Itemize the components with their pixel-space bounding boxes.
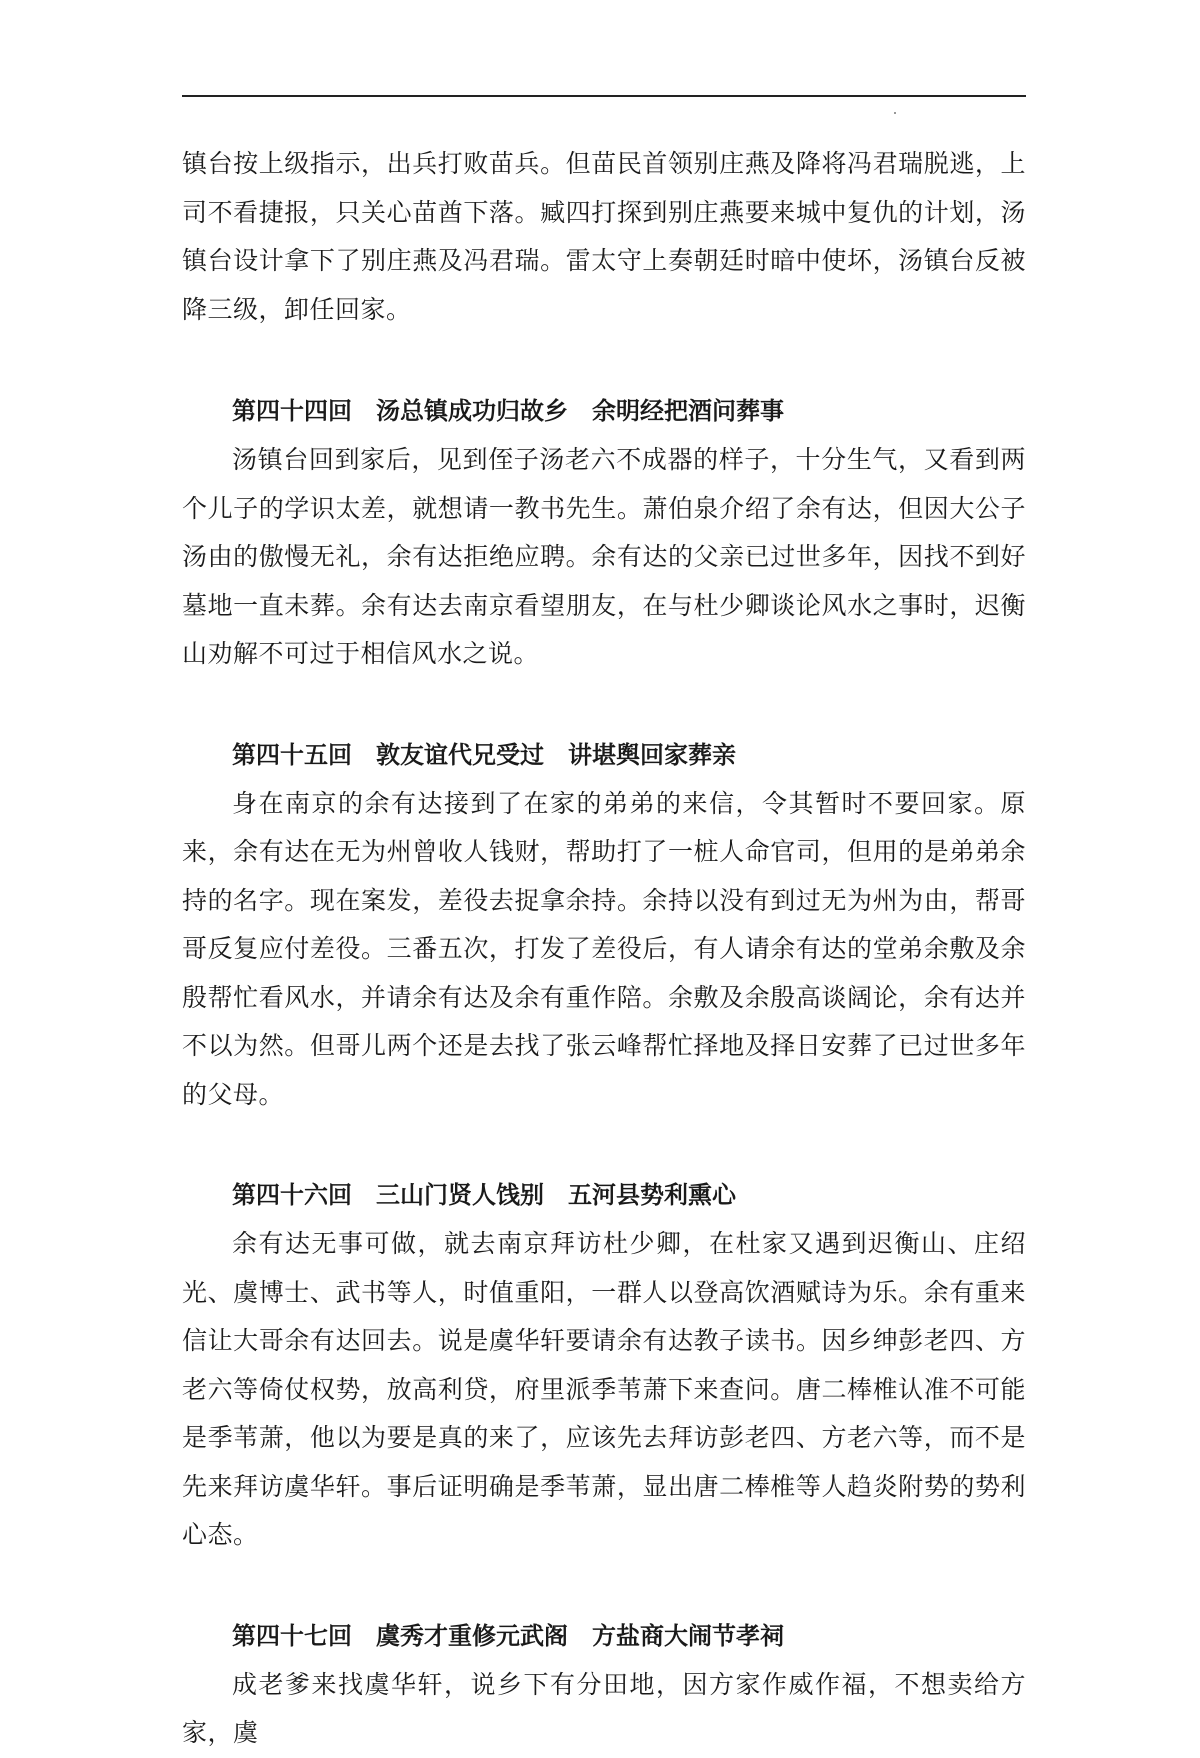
page-content (182, 140, 1026, 1758)
chapter-summary: 汤镇台回到家后，见到侄子汤老六不成器的样子，十分生气，又看到两个儿子的学识太差，就想请一教书先生。萧伯泉介绍了余有达，但因大公子汤由的傲慢无礼，余有达拒绝应聘。余有达的父亲已过世多年，因找不到好墓地一直未葬。余有达去南京看望朋友，在与杜少卿谈论风水之事时，迟衡山劝解不可过于相信风水之说。 (182, 445, 1026, 668)
chapter-heading: 第四十五回 敦友谊代兄受过 讲堪舆回家葬亲 (232, 740, 736, 769)
chapter-summary: 余有达无事可做，就去南京拜访杜少卿，在杜家又遇到迟衡山、庄绍光、虞博士、武书等人，时值重阳，一群人以登高饮酒赋诗为乐。余有重来信让大哥余有达回去。说是虞华轩要请余有达教子读书。因乡绅彭老四、方老六等倚仗权势，放高利贷，府里派季苇萧下来查问。唐二棒椎认准不可能是季苇萧，他以为要是真的来了，应该先去拜访彭老四、方老六等，而不是先来拜访虞华轩。事后证明确是季苇萧，显出唐二棒椎等人趋炎附势的势利心态。 (182, 1229, 1026, 1549)
chapter-summary: 身在南京的余有达接到了在家的弟弟的来信，令其暂时不要回家。原来，余有达在无为州曾收人钱财，帮助打了一桩人命官司，但用的是弟弟余持的名字。现在案发，差役去捉拿余持。余持以没有到过无为州为由，帮哥哥反复应付差役。三番五次，打发了差役后，有人请余有达的堂弟余敷及余殷帮忙看风水，并请余有达及余有重作陪。余敷及余殷高谈阔论，余有达并不以为然。但哥儿两个还是去找了张云峰帮忙择地及择日安葬了已过世多年的父母。 (182, 788, 1026, 1109)
chapter-section-45 (182, 732, 1026, 1120)
scan-speck (894, 112, 896, 114)
chapter-heading: 第四十四回 汤总镇成功归故乡 余明经把酒问葬事 (232, 397, 784, 425)
chapter-heading: 第四十六回 三山门贤人饯别 五河县势利熏心 (232, 1181, 736, 1209)
chapter-heading: 第四十七回 虞秀才重修元武阁 方盐商大闹节孝祠 (232, 1621, 784, 1650)
chapter-section-44 (182, 388, 1026, 679)
chapter-summary: 成老爹来找虞华轩，说乡下有分田地，因方家作威作福，不想卖给方家，虞 (182, 1669, 1026, 1747)
intro-paragraph: 镇台按上级指示，出兵打败苗兵。但苗民首领别庄燕及降将冯君瑞脱逃，上司不看捷报，只关心苗酋下落。臧四打探到别庄燕要来城中复仇的计划，汤镇台设计拿下了别庄燕及冯君瑞。雷太守上奏朝廷时暗中使坏，汤镇台反被降三级，卸任回家。 (182, 149, 1026, 324)
chapter-section-47 (182, 1613, 1026, 1758)
header-rule (182, 95, 1026, 97)
chapter-section-46 (182, 1172, 1026, 1560)
